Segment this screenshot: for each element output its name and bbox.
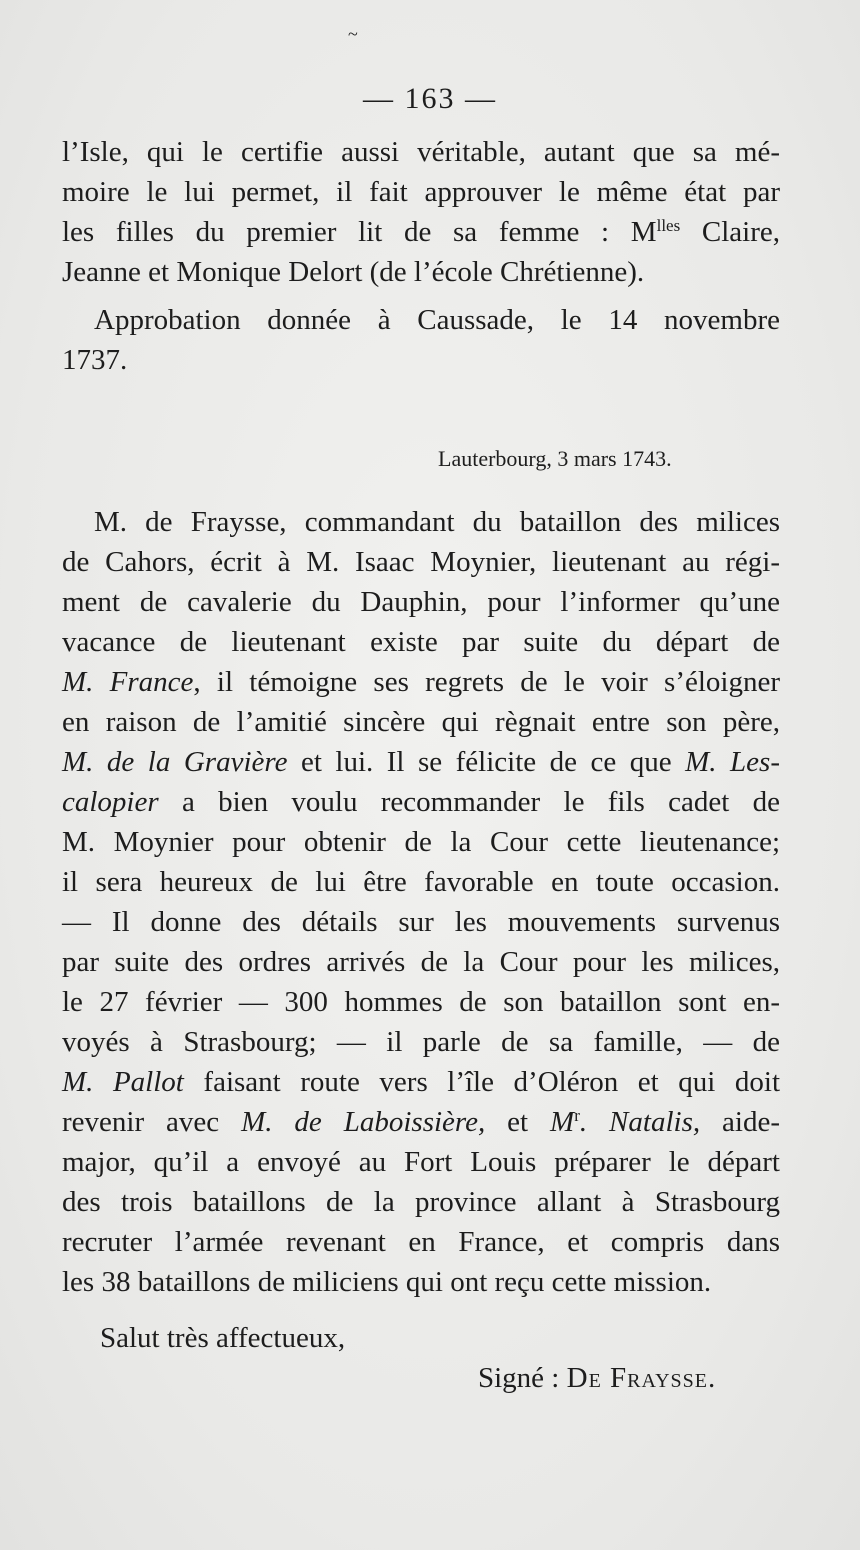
text-line (62, 1102, 780, 1142)
text-line: il sera heureux de lui être favorable en toute occasion. (62, 866, 780, 898)
superscript: lles (656, 216, 681, 235)
top-mark: ~ (348, 24, 358, 44)
superscript: r (574, 1106, 580, 1125)
text-line: en raison de l’amitié sincère qui règnait entre son père, (62, 706, 780, 738)
text-line: Jeanne et Monique Delort (de l’école Chrétienne). (62, 256, 645, 288)
text-line: M. Moynier pour obtenir de la Cour cette lieutenance; (62, 826, 780, 858)
text-line: vacance de lieutenant existe par suite du départ de (62, 626, 780, 658)
italic-name: M. Les- (685, 746, 780, 778)
text-line: Approbation donnée à Caussade, le 14 novembre (94, 304, 780, 336)
text-segment: , il témoigne ses regrets de le voir s’éloigner (193, 666, 780, 698)
text-segment: et lui. Il se félicite de ce que (287, 746, 686, 778)
letter-closing: Salut très affectueux, (100, 1322, 346, 1354)
text-line (62, 662, 780, 702)
text-segment: Claire, (680, 216, 780, 248)
text-line: des trois bataillons de la province allant à Strasbourg (62, 1186, 780, 1218)
italic-name: M. Pallot (62, 1066, 184, 1098)
italic-name: . Natalis, (579, 1106, 701, 1138)
text-line: moire le lui permet, il fait approuver le même état par (62, 176, 780, 208)
text-line: ment de cavalerie du Dauphin, pour l’informer qu’une (62, 586, 780, 618)
text-line: M. de Fraysse, commandant du bataillon des milices (94, 506, 780, 538)
text-line (62, 212, 780, 252)
italic-name: M. de Laboissière, (241, 1106, 486, 1138)
italic-name: calopier (62, 786, 159, 818)
text-line: — Il donne des détails sur les mouvements survenus (62, 906, 780, 938)
letter-signature (478, 1358, 716, 1398)
letter-dateline: Lauterbourg, 3 mars 1743. (438, 446, 672, 471)
text-line: les 38 bataillons de miliciens qui ont reçu cette mission. (62, 1266, 712, 1298)
italic-name: M. France (62, 666, 194, 698)
italic-name: M. de la Gravière (62, 746, 288, 778)
text-line: de Cahors, écrit à M. Isaac Moynier, lieutenant au régi- (62, 546, 780, 578)
text-line: recruter l’armée revenant en France, et compris dans (62, 1226, 780, 1258)
text-segment: et (485, 1106, 551, 1138)
text-line (62, 782, 780, 822)
text-segment: revenir avec (62, 1106, 242, 1138)
text-line: par suite des ordres arrivés de la Cour pour les milices, (62, 946, 780, 978)
text-segment: a bien voulu recommander le fils cadet de (158, 786, 780, 818)
italic-name: M (550, 1106, 575, 1138)
text-line (62, 1062, 780, 1102)
text-line: voyés à Strasbourg; — il parle de sa famille, — de (62, 1026, 780, 1058)
text-segment: les filles du premier lit de sa femme : M (62, 216, 657, 248)
text-line: le 27 février — 300 hommes de son bataillon sont en- (62, 986, 780, 1018)
signature-label: Signé : (478, 1362, 567, 1394)
text-segment: faisant route vers l’île d’Oléron et qui doit (183, 1066, 781, 1098)
text-line (62, 742, 780, 782)
text-line: major, qu’il a envoyé au Fort Louis préparer le départ (62, 1146, 780, 1178)
text-line: l’Isle, qui le certifie aussi véritable, autant que sa mé- (62, 136, 780, 168)
signature-name: De Fraysse. (566, 1362, 717, 1394)
text-segment: aide- (700, 1106, 780, 1138)
text-line: 1737. (62, 344, 128, 376)
page-number: — 163 — (363, 82, 497, 115)
